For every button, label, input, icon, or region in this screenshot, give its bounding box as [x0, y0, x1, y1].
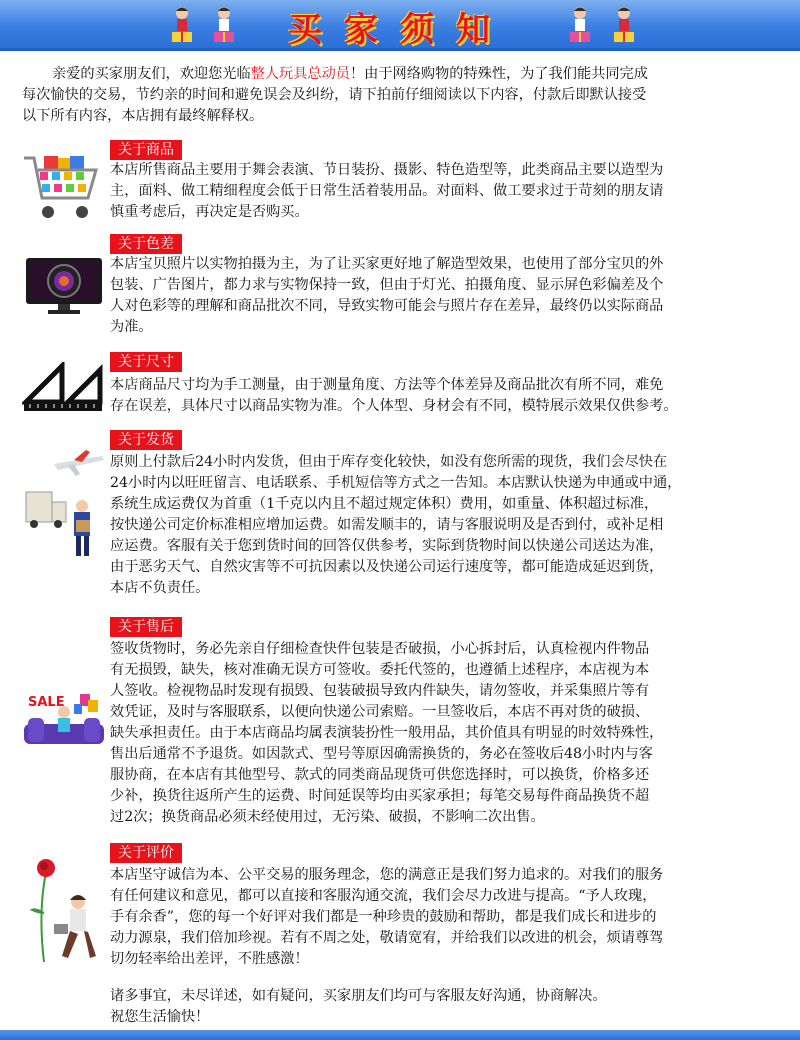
- shopping-cart-icon: [22, 154, 104, 224]
- section-text-size: 本店商品尺寸均为手工测量，由于测量角度、方法等个体差异及商品批次有所不同，难免 存在误差，具体尺寸以商品实物为准。个人体型、身材会有不同，模特展示效果仅供参考。: [110, 377, 678, 414]
- section-heading-review: 关于评价: [110, 843, 182, 863]
- mascot-icon: [560, 4, 600, 44]
- section-text-color: 本店宝贝照片以实物拍摄为主，为了让买家更好地了解造型效果，也使用了部分宝贝的外 包装、广告图片，都力求与实物保持一致，但由于灯光、拍摄角度、显示屏色彩偏差及个 人对色彩等的理解和商品批次不同，导致实物可能会与照片存在差异，最终仍以实际商品 为准。: [110, 256, 664, 335]
- page-title: 买家须知: [288, 10, 512, 50]
- footer-bar: [0, 1030, 800, 1040]
- intro-text: [22, 64, 648, 127]
- section-heading-color: 关于色差: [110, 234, 182, 254]
- sale-icon: [22, 690, 106, 750]
- delivery-icon: [24, 450, 106, 560]
- intro-line-1: 亲爱的买家朋友们，欢迎您光临整人玩具总动员！由于网络购物的特殊性，为了我们能共同完成: [52, 66, 648, 82]
- section-text-after-sales: 签收货物时，务必先亲自仔细检查快件包装是否破损，小心拆封后，认真检视内件物品 有无损毁，缺失，核对准确无误方可签收。委托代签的，也遵循上述程序，本店视为本 人签收。检视物品时发现有损毁、包装破损导致内件缺失，请勿签收，并采集照片等有 效凭证，及时与客服联系，以便向快递公司索赔。一旦签收后，本店不再对货的破损、 缺失承担责任。由于本店商品均属表演装扮性一般用品，其价值具有明显的时效特殊性， 售出后通常不予退货。如因款式、型号等原因确需换货的，务必在签收后48小时内与客 服协商，在本店有其他型号、款式的同类商品现货可供您选择时，可以换货，价格多还 少补，换货往返所产生的运费、时间延误等均由买家承担；每笔交易每件商品换货不超 过2次；换货商品必须未经使用过，无污染、破损，不影响二次出售。: [110, 641, 664, 825]
- intro-line-3: 以下所有内容，本店拥有最终解释权。: [22, 108, 264, 124]
- svg-text:SALE: SALE: [28, 695, 65, 710]
- shop-name: 整人玩具总动员: [250, 66, 350, 82]
- section-text-review: 本店坚守诚信为本、公平交易的服务理念，您的满意正是我们努力追求的。对我们的服务 有任何建议和意见，都可以直接和客服沟通交流，我们会尽力改进与提高。“予人玫瑰， 手有余香”，您的每一个好评对我们都是一种珍贵的鼓励和帮助，都是我们成长和进步的 动力源泉，我们倍加珍视。若有不周之处，敬请宽宥，并给我们以改进的机会，烦请尊驾 切勿轻率给出差评，不胜感激！: [110, 867, 664, 967]
- section-heading-product: 关于商品: [110, 140, 182, 160]
- banner: [0, 0, 800, 51]
- section-text-shipping: 原则上付款后24小时内发货，但由于库存变化较快，如没有您所需的现货，我们会尽快在 24小时内以旺旺留言、电话联系、手机短信等方式之一告知。本店默认快递为申通或中通， 系统生成运费仅为首重（1千克以内且不超过规定体积）费用，如重量、体积超过标准， 按快递公司定价标准相应增加运费。如需发顺丰的，请与客服说明及是否到付，或补足相 应运费。客服有关于您到货时间的回答仅供参考，实际到货物时间以快递公司送达为准， 由于恶劣天气、自然灾害等不可抗因素以及快递公司运行速度等，都可能造成延迟到货， 本店不负责任。: [110, 454, 682, 596]
- closing-text: 诸多事宜，未尽详述，如有疑问，买家朋友们均可与客服友好沟通，协商解决。 祝您生活愉快！: [110, 988, 607, 1025]
- section-heading-shipping: 关于发货: [110, 430, 182, 450]
- monitor-camera-icon: [24, 256, 104, 316]
- intro-line-2: 每次愉快的交易，节约亲的时间和避免误会及纠纷，请下拍前仔细阅读以下内容，付款后即默认接受: [22, 87, 647, 103]
- rose-girl-icon: [24, 852, 106, 972]
- section-heading-after-sales: 关于售后: [110, 617, 182, 637]
- section-heading-size: 关于尺寸: [110, 352, 182, 372]
- section-text-product: 本店所售商品主要用于舞会表演、节日装扮、摄影、特色造型等，此类商品主要以造型为 主，面料、做工精细程度会低于日常生活着装用品。对面料、做工要求过于苛刻的朋友请 慎重考虑后，再决定是否购买。: [110, 162, 664, 220]
- mascot-icon: [604, 4, 644, 44]
- ruler-icon: [22, 362, 104, 412]
